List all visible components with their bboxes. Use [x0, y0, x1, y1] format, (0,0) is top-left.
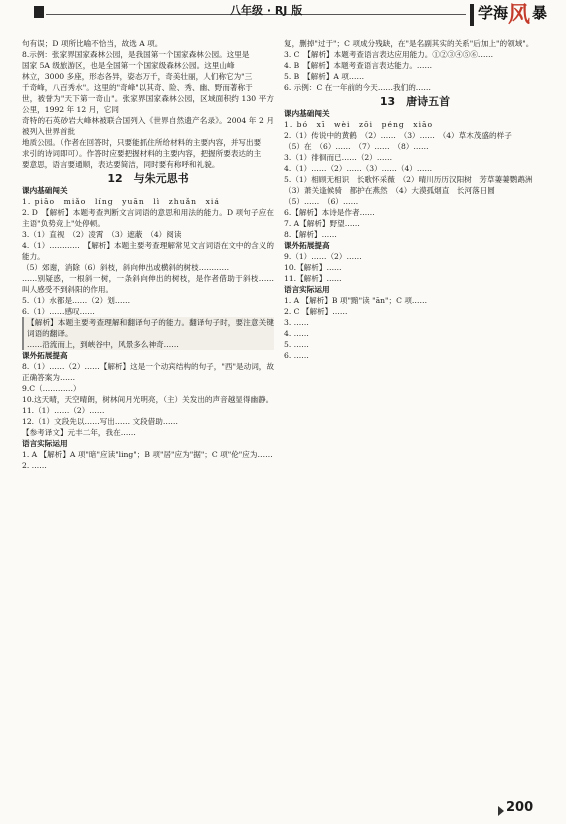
page-number: 200	[506, 800, 534, 815]
text-line: 奇特的石英砂岩大峰林被联合国列入《世界自然遗产名录》。2004 年 2 月被列入世界首批	[22, 116, 274, 136]
answer-item: 【参考译文】元丰二年，我在……	[22, 428, 136, 437]
lesson13-extend-items	[284, 251, 546, 284]
text-line: 要意思，语言要通顺，表达要简洁，同时要有称呼和礼貌。	[22, 160, 220, 169]
answer-item: 11.【解析】……	[284, 274, 342, 283]
lesson12-basic-label: 课内基础闯关	[22, 186, 68, 195]
lesson13-language-label: 语言实际运用	[284, 285, 330, 294]
lesson13-title: 13 唐诗五首	[379, 95, 451, 108]
lesson12-language-label: 语言实际运用	[22, 439, 68, 448]
answer-item: 5. ……	[284, 340, 309, 349]
answer-item: 6. ……	[284, 351, 309, 360]
grade-label: 八年级 · RJ 版	[230, 4, 303, 17]
answer-item: 8.（1）……（2）……【解析】这是一个动宾结构的句子，"西"是动词，故正确答案为……	[22, 362, 274, 382]
answer-item: 10.这天晴，天空晴朗，树林间月光明亮，（主）关发出的声音越显得幽静。	[22, 395, 274, 404]
lesson12-title: 12 与朱元思书	[107, 172, 189, 185]
answer-item: 4.（1）……（2）……（3）……（4）……	[284, 164, 433, 173]
answer-item: 2.（1）传说中的黄鹤 （2）…… （3）…… （4）草木茂盛的样子	[284, 131, 512, 140]
analysis-line: ……沿流而上，到峡谷中，风景多么神奇……	[27, 340, 179, 349]
lesson13-items	[284, 130, 546, 240]
lesson13-language-items	[284, 295, 546, 361]
logo-text-left: 学海	[478, 4, 509, 22]
answer-item: 10.【解析】……	[284, 263, 342, 272]
answer-item: 12.（1）文段先以……写出…… 文段借助……	[22, 417, 179, 426]
right-top	[284, 38, 546, 93]
lesson13-pinyin: 1. bó xī wèi zōi péng xiāo	[284, 120, 434, 129]
text-line: 林立，3000 多座，形态各异，姿态万千，奇美壮丽，人们称它为"三	[22, 72, 253, 81]
lesson13-extend-label: 课外拓展提高	[284, 241, 330, 250]
answer-item: 9.（1）……（2）……	[284, 252, 362, 261]
text-line: 求引的诗词即可）。作答时应要把握材料的主要内容，把握所要表达的主	[22, 149, 262, 158]
answer-item: 3.（1）直视 （2）凌霄 （3）遮蔽 （4）阅读	[22, 230, 182, 239]
text-line: 5. B 【解析】A 项……	[284, 72, 365, 81]
answer-item: 6.（1）……感叹……	[22, 307, 95, 316]
answer-item: 2. D 【解析】本题考查判断文言词语的意思和用法的能力。D 项句子应在主语"负势竞上"处停顿。	[22, 208, 274, 228]
answer-item: 9.C（…………）	[22, 384, 81, 393]
lesson12-language-items	[22, 449, 274, 471]
answer-item: 1. A 【解析】A 项"暗"应读"ling"；B 项"居"应为"据"；C 项"伦"应为……	[22, 450, 273, 459]
text-line: 地质公园。（作者在回答时，只要能抓住所给材料的主要内容，并写出要	[22, 138, 262, 147]
left-intro	[22, 38, 274, 170]
answer-item: （5）在 （6）…… （7）…… （8）……	[284, 142, 429, 151]
answer-item: 2. C 【解析】……	[284, 307, 348, 316]
answer-item: 8.【解析】……	[284, 230, 337, 239]
right-column	[284, 38, 546, 798]
header-mark	[34, 6, 44, 18]
answer-item: 2. ……	[22, 461, 47, 470]
text-line: 复，删掉"过于"；C 项成分残缺，在"是名副其实的关系"后加上"的领域"。	[284, 39, 534, 48]
text-line: 世，被誉为"天下第一奇山"。张家界国家森林公园，区域面积约 130 平方公里，1992 年 12 月，它同	[22, 94, 274, 114]
answer-item: 3. ……	[284, 318, 309, 327]
answer-item: 11.（1）……（2）……	[22, 406, 105, 415]
page-arrow-icon	[498, 806, 504, 816]
answer-item: 5.（1）水都是……（2）划……	[22, 296, 131, 305]
logo-bar	[470, 4, 474, 26]
answer-item: 5.（1）相顾无相识 长歌怀采薇 （2）晴川历历汉阳树 芳草萋萋鹦鹉洲	[284, 175, 533, 184]
left-column	[22, 38, 274, 798]
answer-item: 1. A 【解析】B 项"黯"读 "ān"；C 项……	[284, 296, 428, 305]
answer-item: 6.【解析】本诗是作者……	[284, 208, 375, 217]
text-line: 6. 示例：C 在一年前的今天……我们的……	[284, 83, 431, 92]
answer-item: 4. ……	[284, 329, 309, 338]
answer-item: 3.（1）徘徊而已……（2）……	[284, 153, 393, 162]
text-line: 国家 5A 级旅游区，也是全国第一个国家级森林公园。这里山峰	[22, 61, 235, 70]
text-line: 句有误；D 项所比喻不恰当，故选 A 项。	[22, 39, 163, 48]
brand-logo	[470, 0, 566, 30]
analysis-line: 【解析】本题主要考查理解和翻译句子的能力。翻译句子时，要注意关键词语的翻译。	[27, 318, 274, 338]
answer-item: ……别疑惑，一根斜一树，一条斜向伸出的树枝，是作者借助于斜枝…… 叫人感受不到斜阳的作用。	[22, 274, 274, 294]
lesson12-pinyin: 1. piāo miǎo líng yuān lì zhuǎn xiá	[22, 197, 220, 206]
page-header	[0, 0, 566, 34]
logo-text-right: 暴	[532, 4, 548, 22]
lesson12-analysis	[22, 317, 274, 350]
logo-text-mid: 风	[508, 2, 531, 28]
text-line: 4. B 【解析】本题考查语言表达能力。……	[284, 61, 433, 70]
lesson12-extend-items	[22, 361, 274, 438]
lesson13-basic-label: 课内基础闯关	[284, 109, 330, 118]
lesson12-items	[22, 207, 274, 317]
lesson12-extend-label: 课外拓展提高	[22, 351, 68, 360]
answer-item: （3）萧关逢候骑 都护在燕然 （4）大漠孤烟直 长河落日圆	[284, 186, 495, 195]
answer-item: （5）郊谢，消除（6）斜枝，斜向伸出或横斜的树枝…………	[22, 263, 230, 272]
answer-item: （5）…… （6）……	[284, 197, 359, 206]
text-line: 3. C 【解析】本题考查语言表达应用能力。①②③④⑤⑥……	[284, 50, 494, 59]
text-line: 千奇峰，八百秀水"。这里的"奇峰"以其奇、险、秀、幽、野而著称于	[22, 83, 253, 92]
answer-item: 4.（1）………… 【解析】本题主要考查理解常见文言词语在文中的含义的能力。	[22, 241, 274, 261]
text-line: 8.示例：张家界国家森林公园，是我国第一个国家森林公园。这里是	[22, 50, 250, 59]
answer-item: 7. A【解析】野望……	[284, 219, 360, 228]
